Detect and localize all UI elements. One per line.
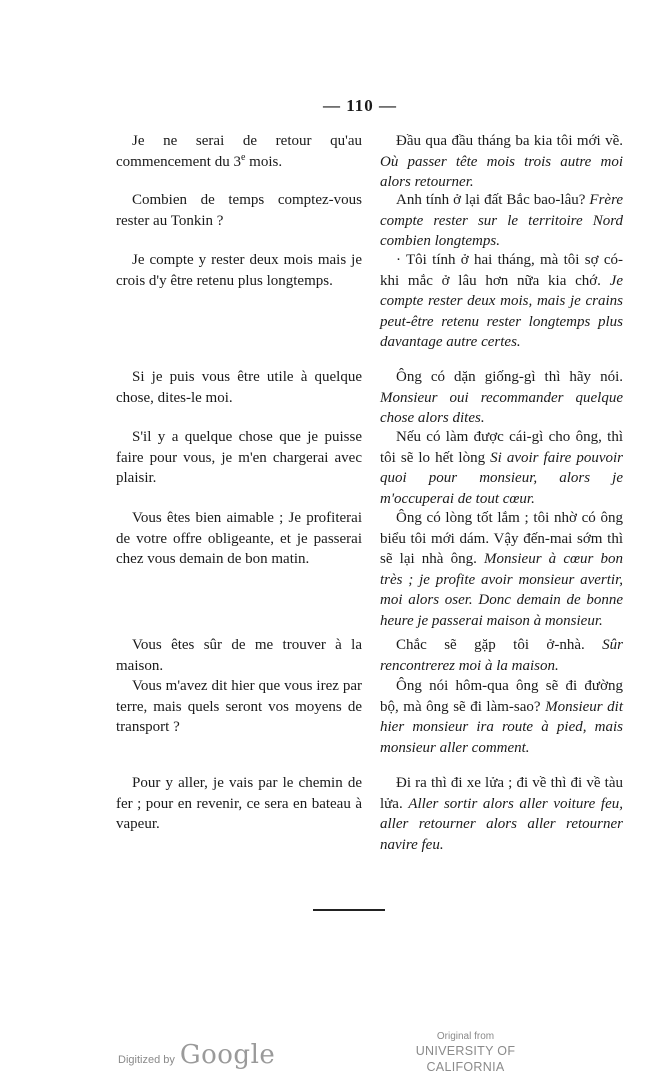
french-paragraph: Vous m'avez dit hier que vous irez par terre, mais quels seront vos moyens de transport ? bbox=[116, 678, 362, 735]
french-paragraph: Combien de temps comptez-vous rester au Tonkin ? bbox=[116, 192, 362, 229]
vietnamese-paragraph bbox=[380, 190, 623, 252]
vietnamese-text: Ông có dặn giống-gì thì hãy nói. bbox=[396, 369, 623, 385]
french-paragraph: Pour y aller, je vais par le chemin de fer ; pour en revenir, ce sera en bateau à vapeur. bbox=[116, 775, 362, 832]
vietnamese-text: · Tôi tính ở hai tháng, mà tôi sợ có-khi mắc ở lâu hơn nữa kia chớ. bbox=[380, 252, 623, 289]
vietnamese-paragraph bbox=[380, 635, 623, 676]
end-rule bbox=[313, 909, 385, 911]
french-paragraph: Si je puis vous être utile à quelque chose, dites-le moi. bbox=[116, 369, 362, 406]
literal-translation: Frère compte rester sur le territoire Nord combien longtemps. bbox=[380, 192, 624, 249]
literal-translation: Aller sortir alors aller voiture feu, aller retourner alors aller retourner navire feu. bbox=[380, 795, 623, 853]
page-number: — 110 — bbox=[322, 96, 398, 115]
vietnamese-text: Chắc sẽ gặp tôi ở-nhà. bbox=[396, 637, 585, 653]
literal-translation: Où passer tête mois trois autre moi alors retourner. bbox=[380, 153, 623, 190]
vietnamese-paragraph bbox=[380, 427, 623, 509]
literal-translation: Monsieur à cœur bon très ; je profite avoir monsieur avertir, moi alors oser. Donc demain de bonne heure je passerai maison à monsieur. bbox=[380, 551, 623, 629]
french-paragraph: Je compte y rester deux mois mais je crois d'y être retenu plus longtemps. bbox=[116, 252, 362, 289]
literal-translation: Si avoir faire pouvoir quoi pour monsieur, alors je m'occuperai de tout cœur. bbox=[380, 449, 623, 507]
french-paragraph: Vous êtes sûr de me trouver à la maison. bbox=[116, 637, 362, 674]
literal-translation: Monsieur dit hier monsieur ira route à pied, mais monsieur aller comment. bbox=[380, 698, 623, 756]
vietnamese-paragraph bbox=[380, 367, 623, 429]
vietnamese-text: Đi ra thì đi xe lửa ; đi về thì đi về tàu lửa. bbox=[380, 775, 623, 812]
literal-translation: Sûr rencontrerez moi à la maison. bbox=[380, 637, 623, 674]
vietnamese-text: Nếu có làm được cái-gì cho ông, thì tôi sẽ lo hết lòng bbox=[380, 429, 623, 466]
original-from-label: Original from bbox=[436, 1031, 495, 1042]
vietnamese-text: Anh tính ở lại đất Bắc bao-lâu? bbox=[396, 192, 586, 208]
university-label: UNIVERSITY OF CALIFORNIA bbox=[415, 1044, 516, 1074]
french-paragraph bbox=[116, 131, 362, 172]
french-paragraph: S'il y a quelque chose que je puisse faire pour vous, je m'en chargerai avec plaisir. bbox=[116, 429, 362, 486]
french-text-end: mois. bbox=[245, 153, 283, 170]
digitized-by-label: Digitized by bbox=[118, 1054, 175, 1066]
vietnamese-text: Ông nói hôm-qua ông sẽ đi đường bộ, mà ông sẽ đi làm-sao? bbox=[380, 678, 623, 715]
vietnamese-paragraph bbox=[380, 131, 623, 193]
french-paragraph: Vous êtes bien aimable ; Je profiterai de votre offre obligeante, et je passerai chez vous demain de bon matin. bbox=[116, 510, 362, 567]
literal-translation: Je compte rester deux mois, mais je crains peut-être retenu rester longtemps plus davantage autre certes. bbox=[380, 272, 623, 350]
google-logo: Google bbox=[179, 1040, 276, 1070]
french-text: Je ne serai de retour qu'au commencement du 3 bbox=[116, 133, 362, 170]
digitized-by-google bbox=[118, 1040, 275, 1070]
vietnamese-paragraph bbox=[380, 676, 623, 758]
superscript: e bbox=[240, 151, 246, 163]
vietnamese-text: Đầu qua đầu tháng ba kia tôi mới về. bbox=[396, 133, 623, 149]
vietnamese-paragraph bbox=[380, 773, 623, 855]
vietnamese-paragraph bbox=[380, 250, 623, 353]
original-from bbox=[378, 1030, 553, 1075]
vietnamese-paragraph bbox=[380, 508, 623, 631]
literal-translation: Monsieur oui recommander quelque chose alors dites. bbox=[380, 389, 623, 426]
vietnamese-text: Ông có lòng tốt lắm ; tôi nhờ có ông biểu tôi mới dám. Vậy đến-mai sớm thì sẽ lại nhà ông. bbox=[380, 510, 623, 567]
